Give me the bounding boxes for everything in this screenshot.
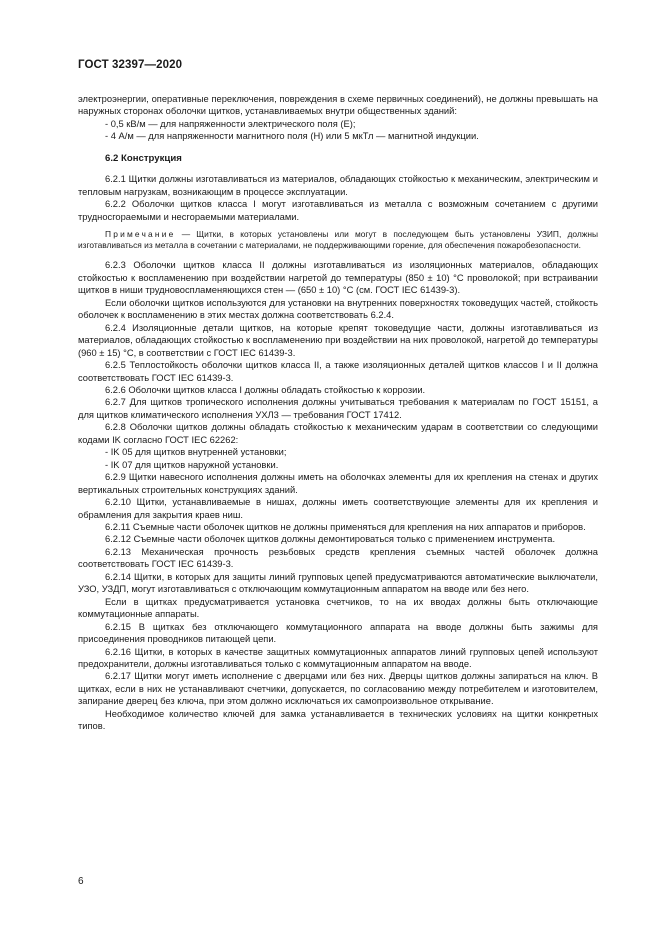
list-item: - IK 07 для щитков наружной установки.: [105, 459, 279, 470]
clause-6-2-7: 6.2.7 Для щитков тропического исполнения должны учитываться требования к материалам по ГОСТ 15151, а для щитков климатического исполнения УХЛ3 — требования ГОСТ 17412.: [78, 397, 598, 420]
clause-6-2-15: 6.2.15 В щитках без отключающего коммутационного аппарата на вводе должны быть зажимы для присоединения проводников питающей цепи.: [78, 621, 598, 645]
document-body: [78, 93, 598, 733]
clause-6-2-8: 6.2.8 Оболочки щитков должны обладать стойкостью к механическим ударам в соответствии со следующими кодами IK согласно ГОСТ IEC 62262:: [78, 422, 598, 445]
clause-6-2-11: 6.2.11 Съемные части оболочек щитков не должны применяться для крепления на них аппаратов и приборов.: [105, 522, 586, 532]
clause-6-2-2: 6.2.2 Оболочки щитков класса I могут изготавливаться из металла с возможным сочетанием с другими трудносгораемыми и несгораемыми материалами.: [78, 199, 598, 222]
list-item: - 4 А/м — для напряженности магнитного поля (H) или 5 мкТл — магнитной индукции.: [105, 131, 479, 142]
note-label: Примечание: [105, 229, 176, 240]
note-paragraph: [78, 229, 598, 251]
clause-6-2-16: 6.2.16 Щитки, в которых в качестве защитных коммутационных аппаратов линий групповых цепей используют предохранители, должны изготавливаться только с коммутационным аппаратом на вводе.: [78, 646, 598, 669]
clause-6-2-13: 6.2.13 Механическая прочность резьбовых средств крепления съемных частей оболочек должна соответствовать ГОСТ IEC 61439-3.: [78, 546, 598, 570]
clause-6-2-4: 6.2.4 Изоляционные детали щитков, на которые крепят токоведущие части, должны изготавливаться из материалов, обладающих стойкостью к воспламенению при воздействии на них проволокой, нагретой до температуры (960 ± 15) °С, в соответствии с ГОСТ IEC 61439-3.: [78, 322, 598, 358]
clause-6-2-3-continued: Если оболочки щитков используются для установки на внутренних поверхностях токоведущих частей, стойкость оболочек к воспламенению в этих местах должна соответствовать 6.2.4.: [78, 297, 598, 321]
page-number: 6: [78, 876, 84, 887]
clause-6-2-1: 6.2.1 Щитки должны изготавливаться из материалов, обладающих стойкостью к механическим, электрическим и тепловым нагрузкам, возникающим в процессе эксплуатации.: [78, 174, 598, 197]
list-item: - IK 05 для щитков внутренней установки;: [105, 447, 287, 458]
clause-6-2-3: 6.2.3 Оболочки щитков класса II должны изготавливаться из изоляционных материалов, обладающих стойкостью к воспламенению при воздействии нагретой до температуры (850 ± 10) °С проволокой; при встраивании щитков в ниши трудновоспламеняющихся стен — (650 ± 10) °С (см. ГОСТ IEC 61439-3).: [78, 260, 598, 296]
clause-6-2-17-continued: Необходимое количество ключей для замка устанавливается в технических условиях на щитки конкретных типов.: [78, 708, 598, 732]
clause-6-2-5: 6.2.5 Теплостойкость оболочки щитков класса II, а также изоляционных деталей щитков классов I и II должна соответствовать ГОСТ IEC 61439-3.: [78, 360, 598, 383]
clause-6-2-17: 6.2.17 Щитки могут иметь исполнение с дверцами или без них. Дверцы щитков должны запираться на ключ. В щитках, если в них не устанавливают счетчики, допускается, по согласованию между потребителем и изготовителем, запирание дверец без ключа, при этом должно исключаться их самопроизвольное открывание.: [78, 671, 598, 707]
note-text: — Щитки, в которых установлены или могут в последующем быть установлены УЗИП, должны изготавливаться из металла в сочетании с материалами, не поддерживающими горение, для обеспечения пожаробезопасности.: [78, 229, 598, 251]
section-title: 6.2 Конструкция: [105, 152, 182, 164]
intro-paragraph: электроэнергии, оперативные переключения, повреждения в схеме первичных соединений), не должны превышать на наружных сторонах оболочки щитков, устанавливаемых внутри общественных зданий:: [78, 94, 598, 117]
clause-6-2-6: 6.2.6 Оболочки щитков класса I должны обладать стойкостью к коррозии.: [105, 385, 426, 396]
clause-6-2-12: 6.2.12 Съемные части оболочек щитков должны демонтироваться только с применением инструмента.: [105, 534, 556, 545]
clause-6-2-14-continued: Если в щитках предусматривается установка счетчиков, то на их вводах должны быть отключающие коммутационные аппараты.: [78, 596, 598, 620]
list-item: - 0,5 кВ/м — для напряженности электрического поля (E);: [105, 118, 356, 129]
clause-6-2-14: 6.2.14 Щитки, в которых для защиты линий групповых цепей предусматриваются автоматические выключатели, УЗО, УЗДП, могут изготавливаться с отключающим коммутационным аппаратом на вводе или без него.: [78, 571, 598, 595]
clause-6-2-9: 6.2.9 Щитки навесного исполнения должны иметь на оболочках элементы для их крепления на стенах и других вертикальных строительных конструкциях зданий.: [78, 472, 598, 495]
clause-6-2-10: 6.2.10 Щитки, устанавливаемые в нишах, должны иметь соответствующие элементы для их крепления и обрамления для закрытия краев ниш.: [78, 497, 598, 520]
document-header: ГОСТ 32397—2020: [78, 59, 183, 71]
